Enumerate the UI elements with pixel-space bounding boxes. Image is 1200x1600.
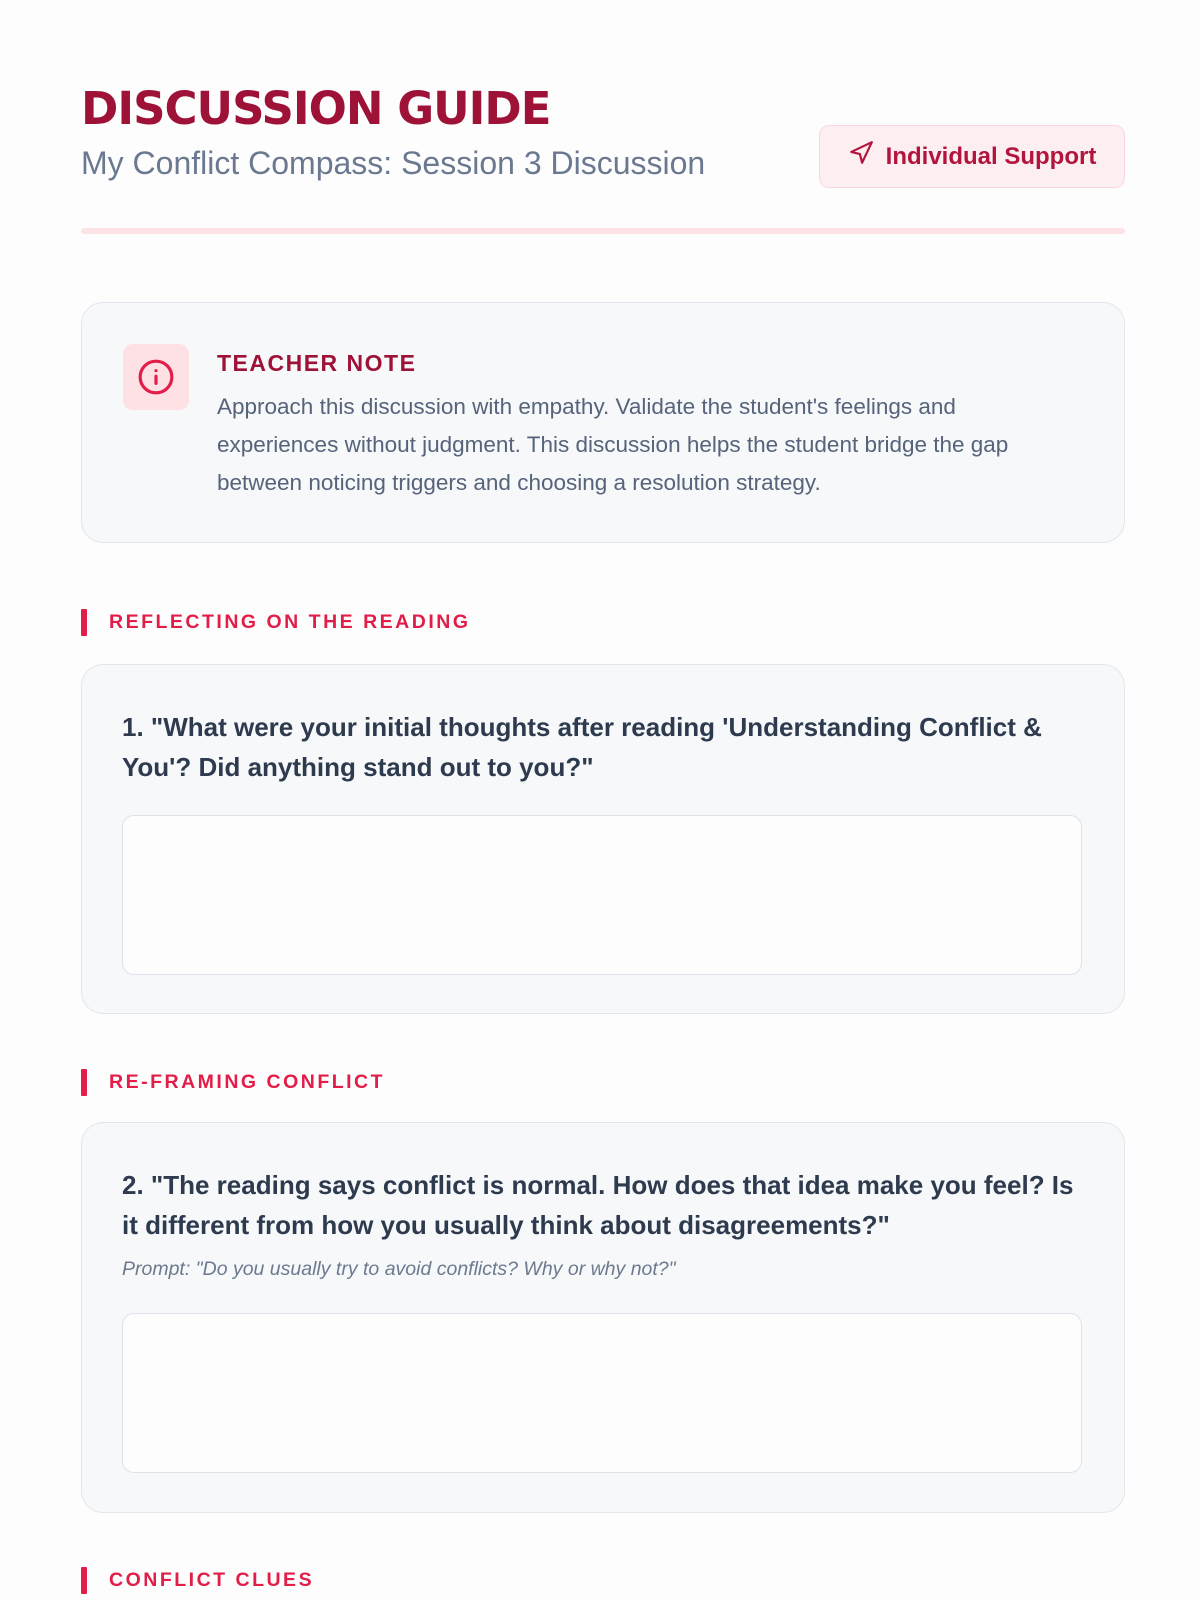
teacher-note-text: Approach this discussion with empathy. Validate the student's feelings and experiences without judgment. This discussion helps the student bridge the gap between noticing triggers and choosing a resolution strategy.	[217, 394, 1009, 495]
section-label-reflecting	[81, 608, 471, 636]
question-card-2	[81, 1122, 1125, 1513]
page-subtitle: My Conflict Compass: Session 3 Discussion	[81, 145, 706, 181]
section-label-text: RE-FRAMING CONFLICT	[109, 1070, 386, 1093]
question-text-2: 2. "The reading says conflict is normal. How does that idea make you feel? Is it different from how you usually think about disagreements?"	[122, 1170, 1074, 1240]
question-text-1: 1. "What were your initial thoughts after reading 'Understanding Conflict & You'? Did anything stand out to you?"	[122, 712, 1042, 782]
header-divider	[81, 228, 1125, 234]
navigation-arrow-icon	[848, 140, 874, 173]
page-title: DISCUSSION GUIDE	[81, 82, 551, 135]
teacher-note-card	[81, 302, 1125, 543]
answer-field-1[interactable]	[122, 815, 1082, 975]
question-card-1	[81, 664, 1125, 1014]
section-label-conflict-clues	[81, 1566, 314, 1594]
answer-field-2[interactable]	[122, 1313, 1082, 1473]
section-accent-bar	[81, 1567, 87, 1594]
individual-support-button[interactable]	[819, 125, 1125, 188]
question-prompt-2: Prompt: "Do you usually try to avoid conflicts? Why or why not?"	[122, 1258, 676, 1280]
section-label-text: CONFLICT CLUES	[109, 1568, 315, 1591]
section-label-text: REFLECTING ON THE READING	[109, 610, 471, 633]
individual-support-label: Individual Support	[885, 142, 1097, 170]
section-accent-bar	[81, 1069, 87, 1096]
teacher-note-title: TEACHER NOTE	[217, 350, 417, 376]
discussion-guide-page	[81, 0, 1125, 1591]
section-accent-bar	[81, 609, 87, 636]
section-label-reframing	[81, 1068, 385, 1096]
page-header	[81, 0, 1125, 234]
info-icon	[123, 344, 189, 410]
